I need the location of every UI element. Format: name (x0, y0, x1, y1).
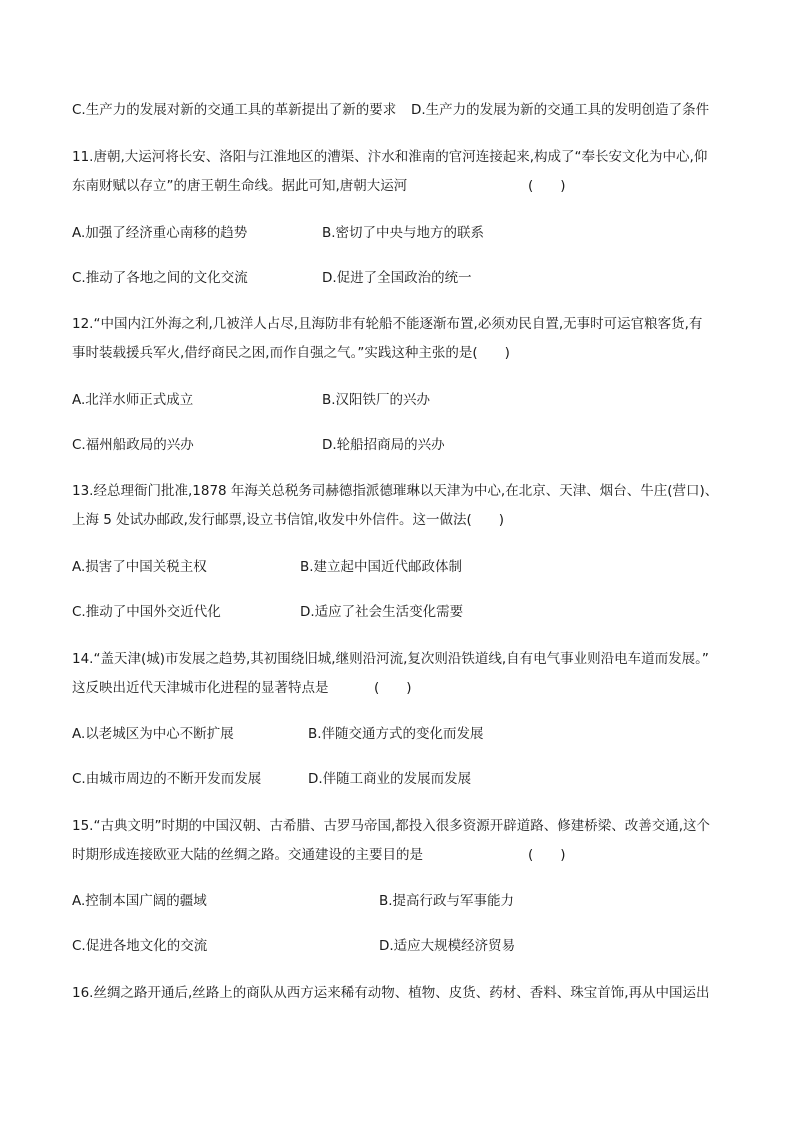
q15-option-d: D.适应大规模经济贸易 (379, 938, 516, 954)
q13-option-b: B.建立起中国近代邮政体制 (300, 559, 463, 575)
q11-option-d: D.促进了全国政治的统一 (322, 270, 472, 286)
q13-stem-line2: 上海 5 处试办邮政,发行邮票,设立书信馆,收发中外信件。这一做法( ) (72, 512, 505, 528)
q11-option-b: B.密切了中央与地方的联系 (322, 225, 485, 241)
q13-stem-line1: 13.经总理衙门批准,1878 年海关总税务司赫德指派德璀琳以天津为中心,在北京、天津、烟台、牛庄(营口)、 (72, 483, 719, 499)
q14-stem-line1: 14.“盖天津(城)市发展之趋势,其初围绕旧城,继则沿河流,复次则沿铁道线,自有电气事业则沿电车道而发展。” (72, 651, 709, 667)
q14-stem-line2: 这反映出近代天津城市化进程的显著特点是 (72, 680, 329, 696)
q12-stem-line2: 事时装载援兵军火,借纾商民之困,而作自强之气。”实践这种主张的是( ) (72, 345, 510, 361)
q13-option-d: D.适应了社会生活变化需要 (300, 604, 464, 620)
q13-option-c: C.推动了中国外交近代化 (72, 604, 221, 620)
q10-option-c: C.生产力的发展对新的交通工具的革新提出了新的要求 (72, 102, 397, 118)
q15-answer-blank: ( ) (528, 847, 566, 863)
q13-option-a: A.损害了中国关税主权 (72, 559, 207, 575)
q14-option-c: C.由城市周边的不断开发而发展 (72, 771, 262, 787)
q15-stem-line1: 15.“古典文明”时期的中国汉朝、古希腊、古罗马帝国,都投入很多资源开辟道路、修建桥梁、改善交通,这个 (72, 818, 711, 834)
q14-option-d: D.伴随工商业的发展而发展 (308, 771, 472, 787)
q11-option-c: C.推动了各地之间的文化交流 (72, 270, 248, 286)
q11-stem-line2: 东南财赋以存立”的唐王朝生命线。据此可知,唐朝大运河 (72, 178, 408, 194)
q11-option-a: A.加强了经济重心南移的趋势 (72, 225, 248, 241)
q16-stem-line1: 16.丝绸之路开通后,丝路上的商队从西方运来稀有动物、植物、皮货、药材、香料、珠宝首饰,再从中国运出 (72, 985, 710, 1001)
q15-option-b: B.提高行政与军事能力 (379, 893, 515, 909)
q14-option-b: B.伴随交通方式的变化而发展 (308, 726, 484, 742)
q14-answer-blank: ( ) (374, 680, 412, 696)
q15-stem-line2: 时期形成连接欧亚大陆的丝绸之路。交通建设的主要目的是 (72, 847, 423, 863)
q11-stem-line1: 11.唐朝,大运河将长安、洛阳与江淮地区的漕渠、汴水和淮南的官河连接起来,构成了“奉长安文化为中心,仰 (72, 149, 708, 165)
q12-option-a: A.北洋水师正式成立 (72, 392, 194, 408)
q12-option-b: B.汉阳铁厂的兴办 (322, 392, 431, 408)
q14-option-a: A.以老城区为中心不断扩展 (72, 726, 234, 742)
q12-option-c: C.福州船政局的兴办 (72, 437, 194, 453)
q10-option-d: D.生产力的发展为新的交通工具的发明创造了条件 (411, 102, 710, 118)
q12-option-d: D.轮船招商局的兴办 (322, 437, 445, 453)
q15-option-c: C.促进各地文化的交流 (72, 938, 208, 954)
q12-stem-line1: 12.“中国内江外海之利,几被洋人占尽,且海防非有轮船不能逐渐布置,必须劝民自置,无事时可运官粮客货,有 (72, 316, 703, 332)
q11-answer-blank: ( ) (528, 178, 566, 194)
q15-option-a: A.控制本国广阔的疆域 (72, 893, 207, 909)
